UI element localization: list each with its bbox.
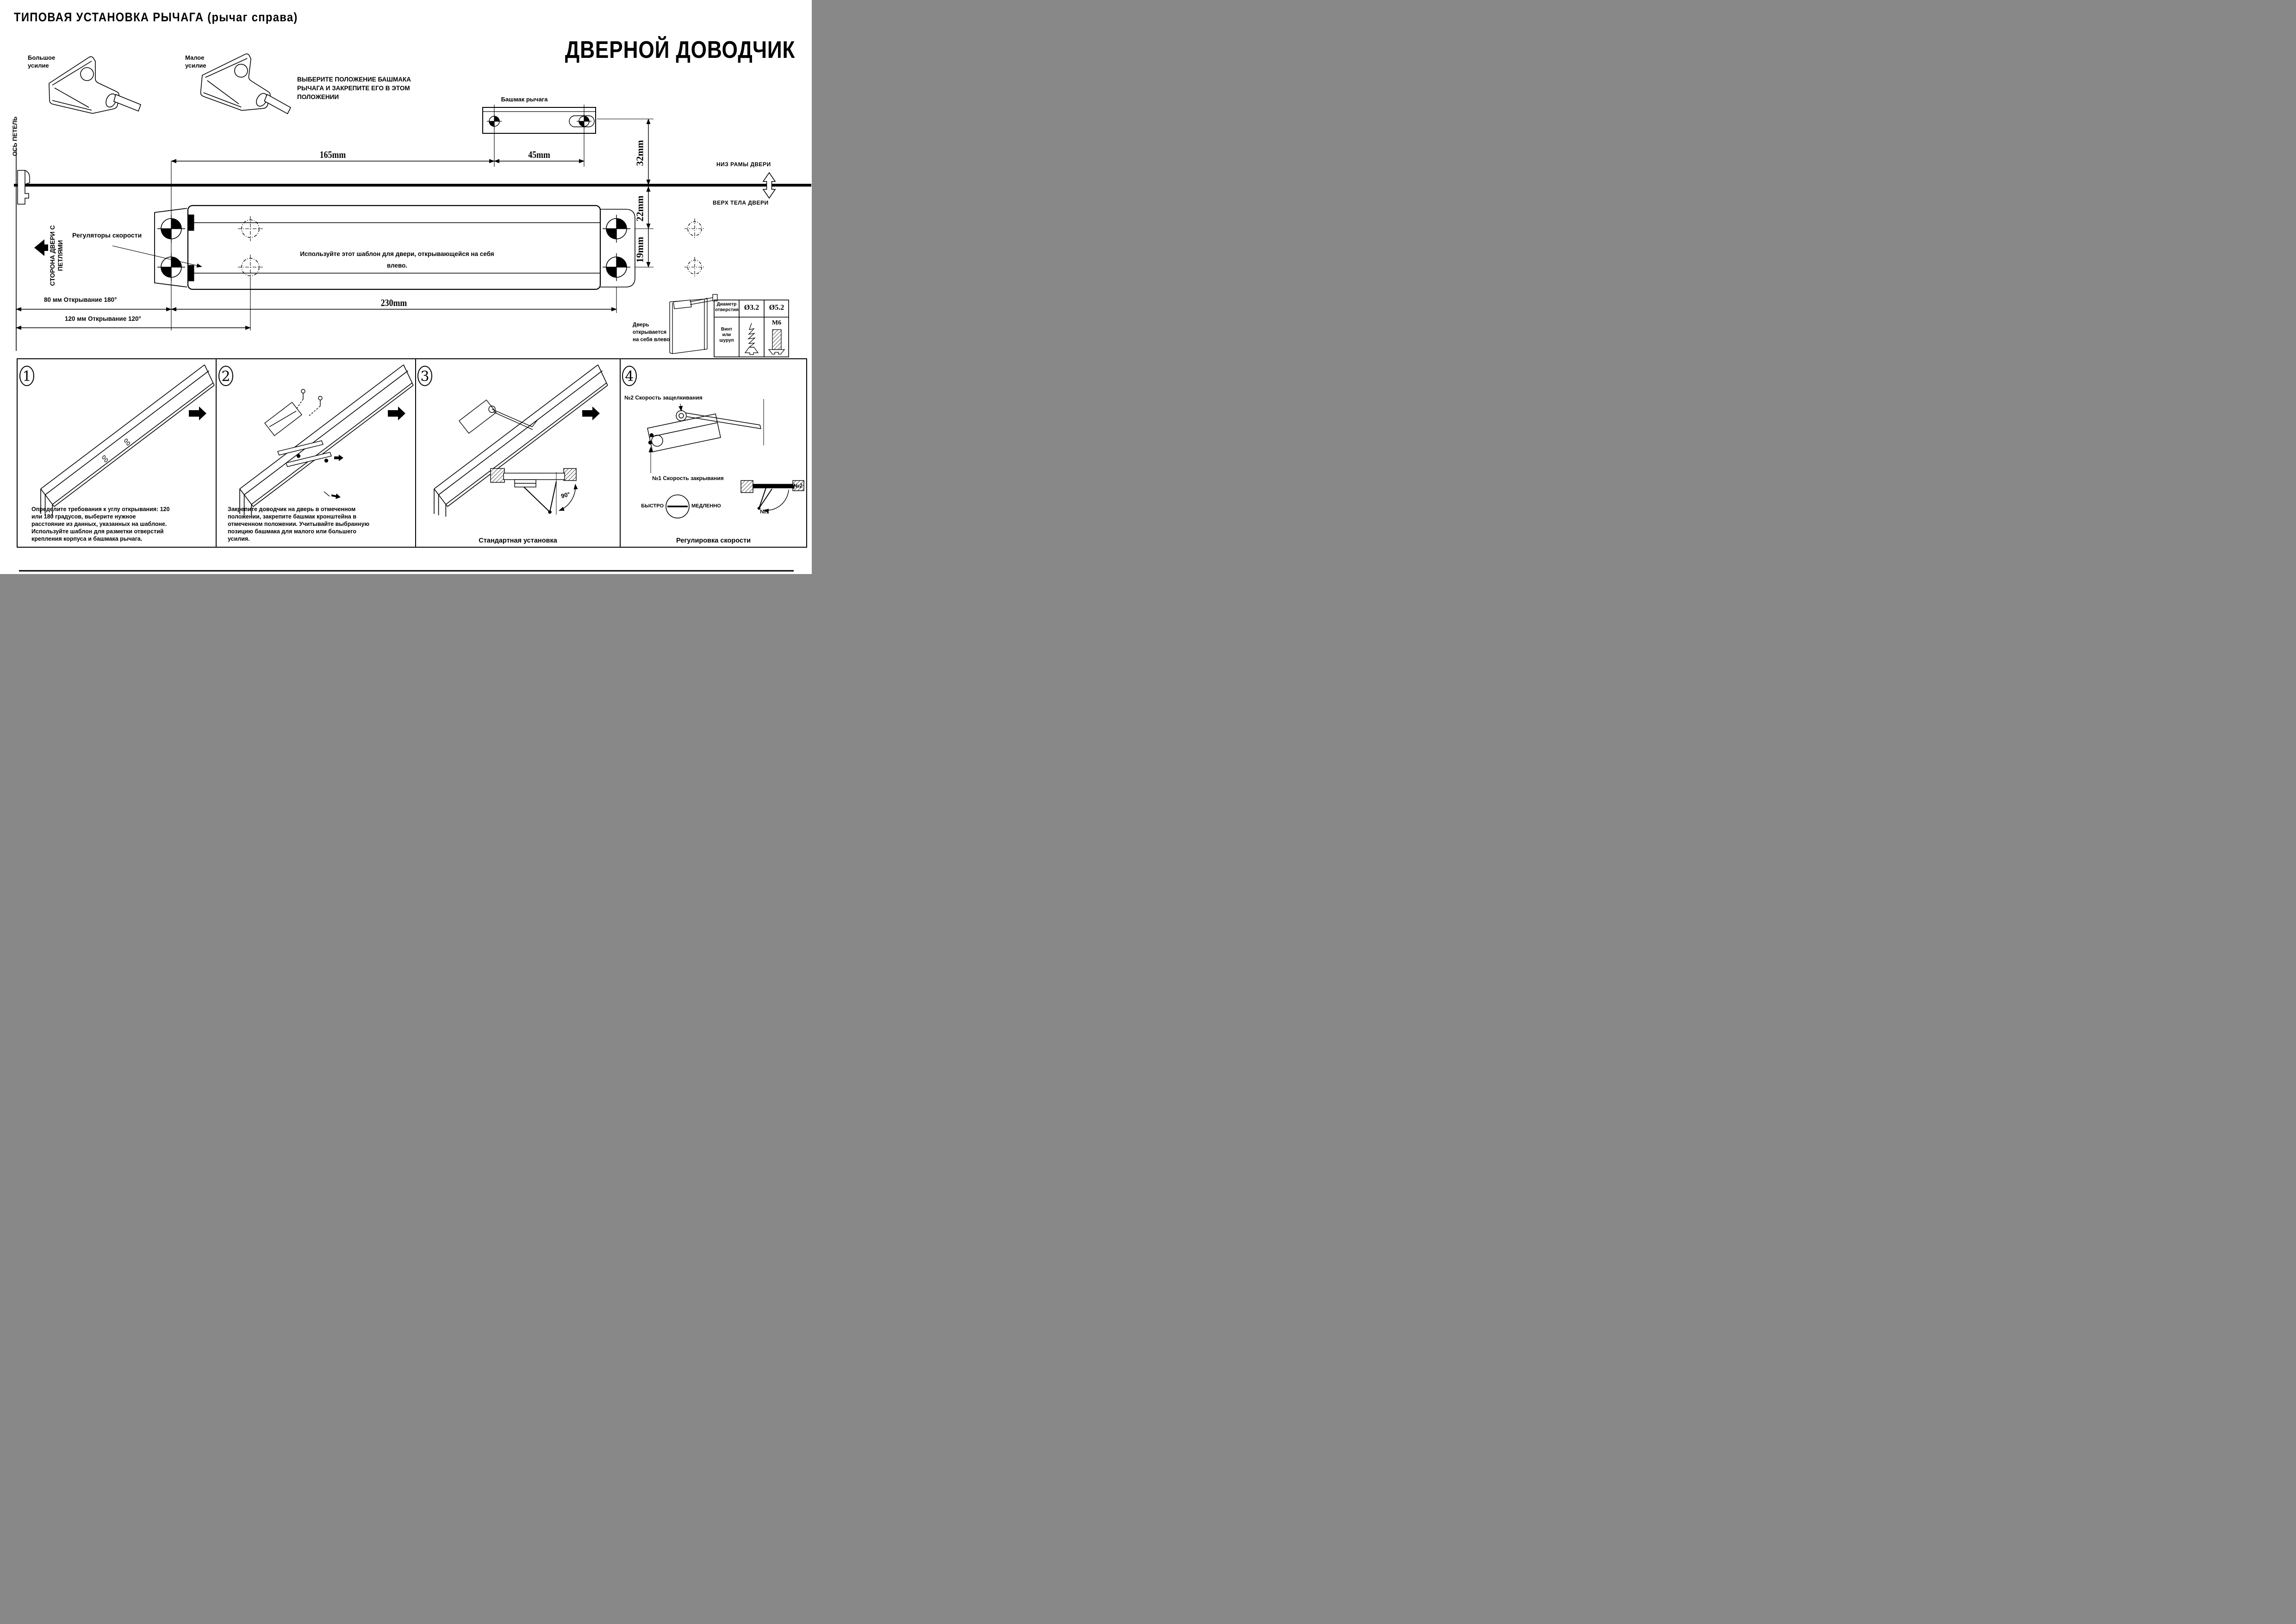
- hinge-side-label: СТОРОНА ДВЕРИ С ПЕТЛЯМИ: [49, 225, 64, 286]
- slow-label: МЕДЛЕННО: [691, 503, 721, 509]
- opening-120-label: 120 мм Открывание 120°: [65, 315, 141, 322]
- table-screw-header: Винт или шуруп: [719, 327, 734, 343]
- installation-template-sheet: [0, 0, 812, 574]
- panel3-drawing: [434, 365, 608, 517]
- close-speed-label: №1 Скорость закрывания: [652, 475, 724, 481]
- hinge-profile: [18, 170, 30, 204]
- dim-22: 22mm: [634, 195, 646, 222]
- latch-speed-label: №2 Скорость защелкивания: [624, 394, 703, 401]
- product-title: ДВЕРНОЙ ДОВОДЧИК: [565, 37, 795, 63]
- hinge-side-arrow-icon: [34, 239, 48, 256]
- speed-valve-lower: [188, 265, 194, 281]
- dim-45: 45mm: [528, 149, 550, 160]
- door-opens-note: Дверь открывается на себя влево: [633, 322, 670, 343]
- fast-label: БЫСТРО: [641, 503, 664, 509]
- valve2-label: №2: [793, 482, 803, 489]
- shoe-label: Башмак рычага: [501, 96, 548, 103]
- speed-valve-dial: [666, 495, 689, 518]
- dim-19: 19mm: [634, 237, 646, 263]
- opening-180-label: 80 мм Открывание 180°: [44, 296, 117, 303]
- frame-bottom-label: НИЗ РАМЫ ДВЕРИ: [716, 161, 771, 168]
- door-top-label: ВЕРХ ТЕЛА ДВЕРИ: [713, 200, 769, 206]
- machine-screw-icon: [769, 330, 784, 354]
- regulators-label: Регуляторы скорости: [72, 231, 142, 239]
- dim-32: 32mm: [634, 140, 646, 166]
- step-3-number: 3: [420, 369, 429, 385]
- page-title: ТИПОВАЯ УСТАНОВКА РЫЧАГА (рычаг справа): [14, 10, 298, 24]
- closer-body-template: [155, 206, 635, 289]
- panel2-drawing: [240, 365, 413, 517]
- step-numbers: [20, 366, 636, 386]
- valve1-label: №1: [760, 508, 770, 515]
- step-2-number: 2: [221, 369, 230, 385]
- table-hole-big: Ø5.2: [769, 304, 784, 312]
- template-note: Используйте этот шаблон для двери, открывающейся на себя влево.: [300, 250, 494, 269]
- choose-shoe-note: ВЫБЕРИТЕ ПОЛОЖЕНИЕ БАШМАКА РЫЧАГА И ЗАКРЕПИТЕ ЕГО В ЭТОМ ПОЛОЖЕНИИ: [297, 76, 411, 100]
- panel2-instructions: Закрепите доводчик на дверь в отмеченном положении, закрепите башмак кронштейна в отмеченном положении. Учитывайте выбранную позицию башмака для малого или большего усилия.: [228, 506, 370, 542]
- table-hole-small: Ø3.2: [744, 304, 759, 312]
- table-thread: M6: [772, 319, 782, 326]
- frame-door-split-line: [14, 184, 811, 187]
- tapping-screw-icon: [745, 323, 758, 355]
- panel3-angle-label: 90°: [560, 490, 571, 500]
- panel1-instructions: Определите требования к углу открывания: 120 или 180 градусов, выберите нужное расстояние из данных, указанных на шаблоне. Используйте шаблон для разметки отверстий крепления корпуса и башмака рычага.: [31, 506, 170, 542]
- big-force-label: Большое усилие: [28, 54, 56, 69]
- table-hole-header: Диаметр отверстия: [715, 302, 739, 312]
- small-force-label: Малое усилие: [185, 54, 206, 69]
- step-1-number: 1: [22, 369, 31, 385]
- speed-valve-upper: [188, 215, 194, 231]
- hinge-axis-label: ОСЬ ПЕТЕЛЬ: [11, 116, 19, 156]
- panel4-caption: Регулировка скорости: [676, 537, 751, 544]
- dim-165: 165mm: [319, 149, 346, 160]
- arm-shoe-plate: [483, 105, 596, 136]
- door-opens-left-drawing: [670, 294, 717, 354]
- dim-230: 230mm: [380, 297, 407, 308]
- step-4-number: 4: [625, 369, 634, 385]
- panel3-caption: Стандартная установка: [479, 537, 557, 544]
- panel4-drawing: [647, 399, 804, 518]
- panel1-drawing: [41, 365, 214, 517]
